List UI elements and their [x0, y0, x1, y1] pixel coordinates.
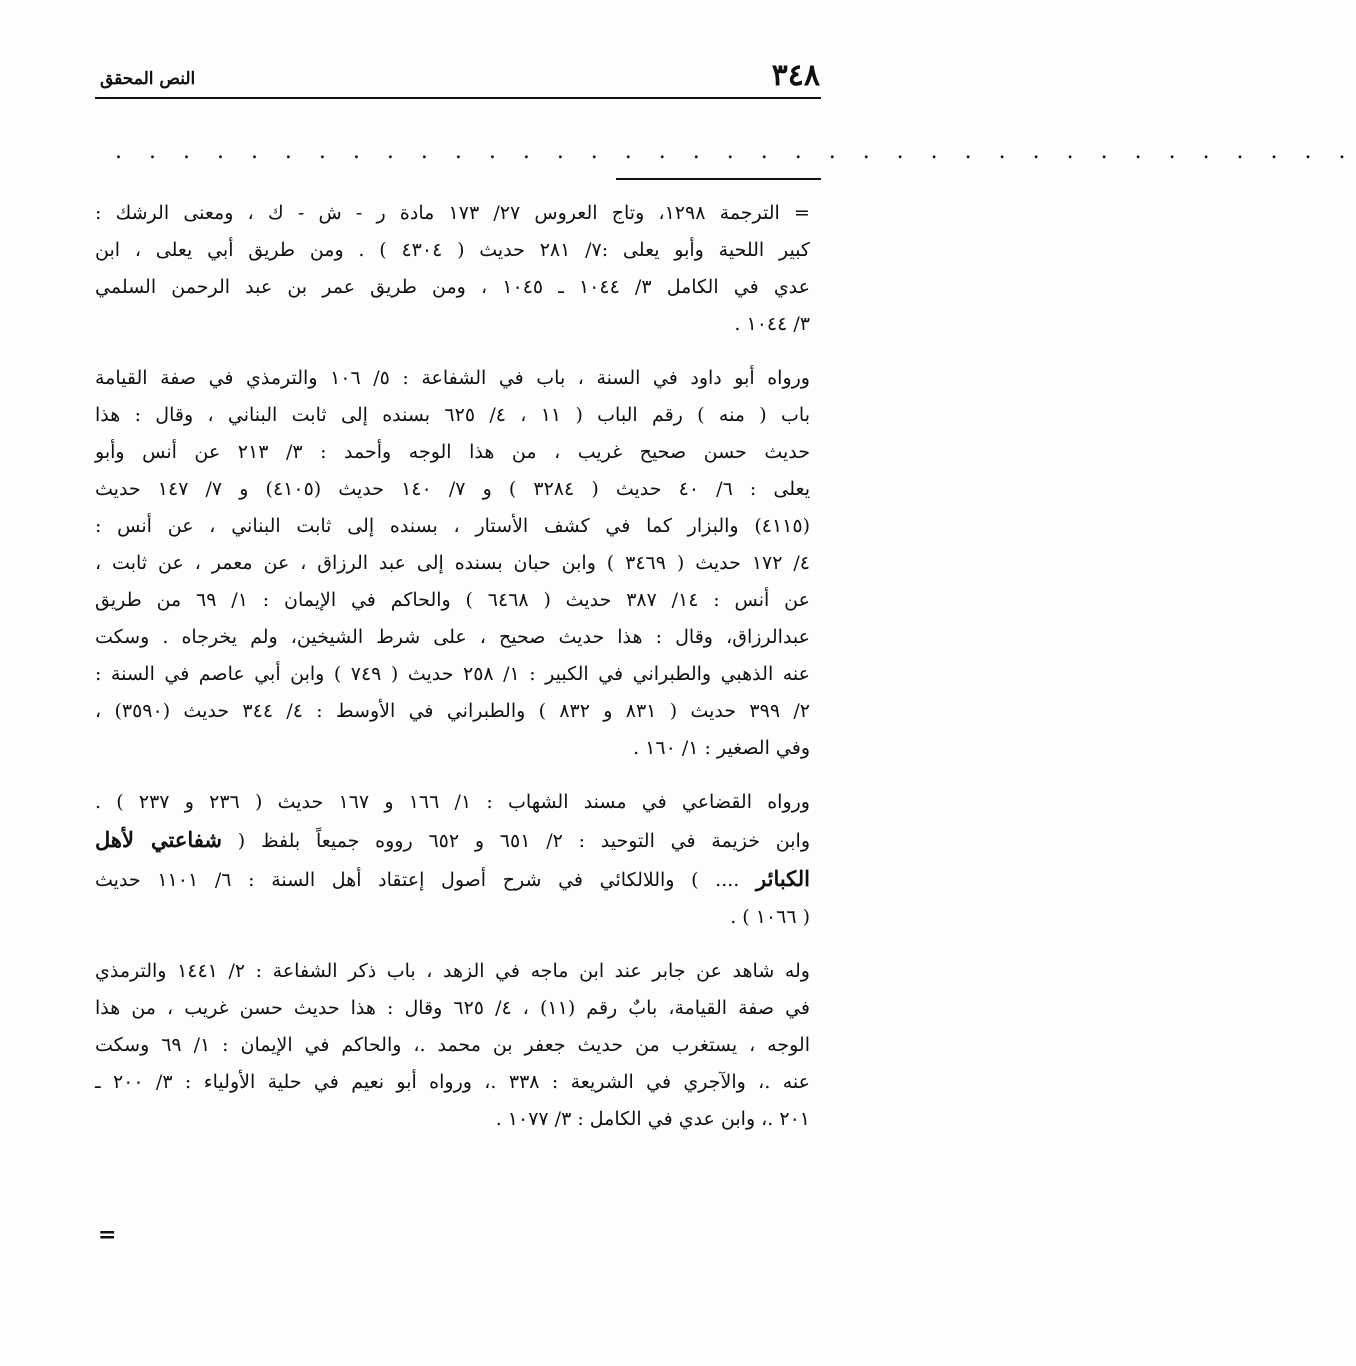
header-rule [95, 97, 821, 99]
text-line: ٤/ ١٧٢ حديث ( ٣٤٦٩ ) وابن حبان بسنده إلى عبد الرزاق ، عن معمر ، عن ثابت ، [95, 552, 810, 574]
text-line: وله شاهد عن جابر عند ابن ماجه في الزهد ، باب ذكر الشفاعة : ٢/ ١٤٤١ والترمذي [95, 960, 810, 982]
page-number: ٣٤٨ [771, 58, 820, 93]
text-line: يعلى : ٦/ ٤٠ حديث ( ٣٢٨٤ ) و ٧/ ١٤٠ حديث (٤١٠٥) و ٧/ ١٤٧ حديث [95, 478, 810, 500]
text-line: عبدالرزاق، وقال : هذا حديث صحيح ، على شرط الشيخين، ولم يخرجاه . وسكت [95, 626, 810, 648]
text-line: وفي الصغير : ١/ ١٦٠ . [633, 737, 810, 759]
text-line: ورواه أبو داود في السنة ، باب في الشفاعة : ٥/ ١٠٦ والترمذي في صفة القيامة [95, 367, 810, 389]
footnote-separator [616, 178, 821, 180]
text-line: ( ١٠٦٦ ) . [730, 906, 810, 928]
text-line: حديث حسن صحيح غريب ، من هذا الوجه وأحمد : ٣/ ٢١٣ عن أنس وأبو [95, 441, 810, 463]
text-line: عن أنس : ١٤/ ٣٨٧ حديث ( ٦٤٦٨ ) والحاكم في الإيمان : ١/ ٦٩ من طريق [95, 589, 810, 611]
paragraph-2 [95, 360, 810, 767]
text-run: وابن خزيمة في التوحيد : ٢/ ٦٥١ و ٦٥٢ رووه جميعاً بلفظ ( [222, 830, 810, 852]
page-header [100, 58, 820, 94]
text-line [95, 821, 810, 860]
paragraph-1 [95, 195, 810, 343]
bold-phrase: شفاعتي لأهل [95, 827, 222, 852]
text-line: في صفة القيامة، بابٌ رقم (١١) ، ٤/ ٦٢٥ وقال : هذا حديث حسن غريب ، من هذا [95, 997, 811, 1019]
text-line: ٣/ ١٠٤٤ . [734, 313, 810, 335]
text-line: عدي في الكامل ٣/ ١٠٤٤ ـ ١٠٤٥ ، ومن طريق عمر بن عبد الرحمن السلمي [95, 276, 810, 298]
text-line: ٢٠١ .، وابن عدي في الكامل : ٣/ ١٠٧٧ . [495, 1108, 810, 1130]
text-run: .... ) واللالكائي في شرح أصول إعتقاد أهل السنة : ٦/ ١١٠١ حديث [95, 869, 757, 891]
text-line: باب ( منه ) رقم الباب ( ١١ ، ٤/ ٦٢٥ بسنده إلى ثابت البناني ، وقال : هذا [95, 404, 810, 426]
text-line: عنه الذهبي والطبراني في الكبير : ١/ ٢٥٨ حديث ( ٧٤٩ ) وابن أبي عاصم في السنة : [95, 663, 810, 685]
ellipsis-dots: . . . . . . . . . . . . . . . . . . . . . . . . . . . . . . . . . . . . . [115, 139, 1356, 164]
text-line [95, 860, 810, 899]
paragraph-3 [95, 784, 810, 936]
text-line: عنه .، والآجري في الشريعة : ٣٣٨ .، ورواه أبو نعيم في حلية الأولياء : ٣/ ٢٠٠ ـ [95, 1071, 810, 1093]
text-line: ورواه القضاعي في مسند الشهاب : ١/ ١٦٦ و ١٦٧ حديث ( ٢٣٦ و ٢٣٧ ) . [95, 791, 810, 813]
bold-phrase: الكبائر [756, 866, 811, 891]
text-line: = الترجمة ١٢٩٨، وتاج العروس ٢٧/ ١٧٣ مادة ر - ش - ك ، ومعنى الرشك : [95, 202, 810, 224]
text-line: (٤١١٥) والبزار كما في كشف الأستار ، بسنده إلى ثابت البناني ، عن أنس : [95, 515, 810, 537]
footnote-body [95, 195, 810, 1155]
running-title: النص المحقق [100, 69, 196, 89]
text-line: ٢/ ٣٩٩ حديث ( ٨٣١ و ٨٣٢ ) والطبراني في الأوسط : ٤/ ٣٤٤ حديث (٣٥٩٠) ، [95, 700, 810, 722]
text-line: الوجه ، يستغرب من حديث جعفر بن محمد .، والحاكم في الإيمان : ١/ ٦٩ وسكت [95, 1034, 810, 1056]
text-line: كبير اللحية وأبو يعلى :٧/ ٢٨١ حديث ( ٤٣٠٤ ) . ومن طريق أبي يعلى ، ابن [95, 239, 810, 261]
continuation-mark: = [98, 1222, 117, 1248]
paragraph-4 [95, 953, 810, 1138]
